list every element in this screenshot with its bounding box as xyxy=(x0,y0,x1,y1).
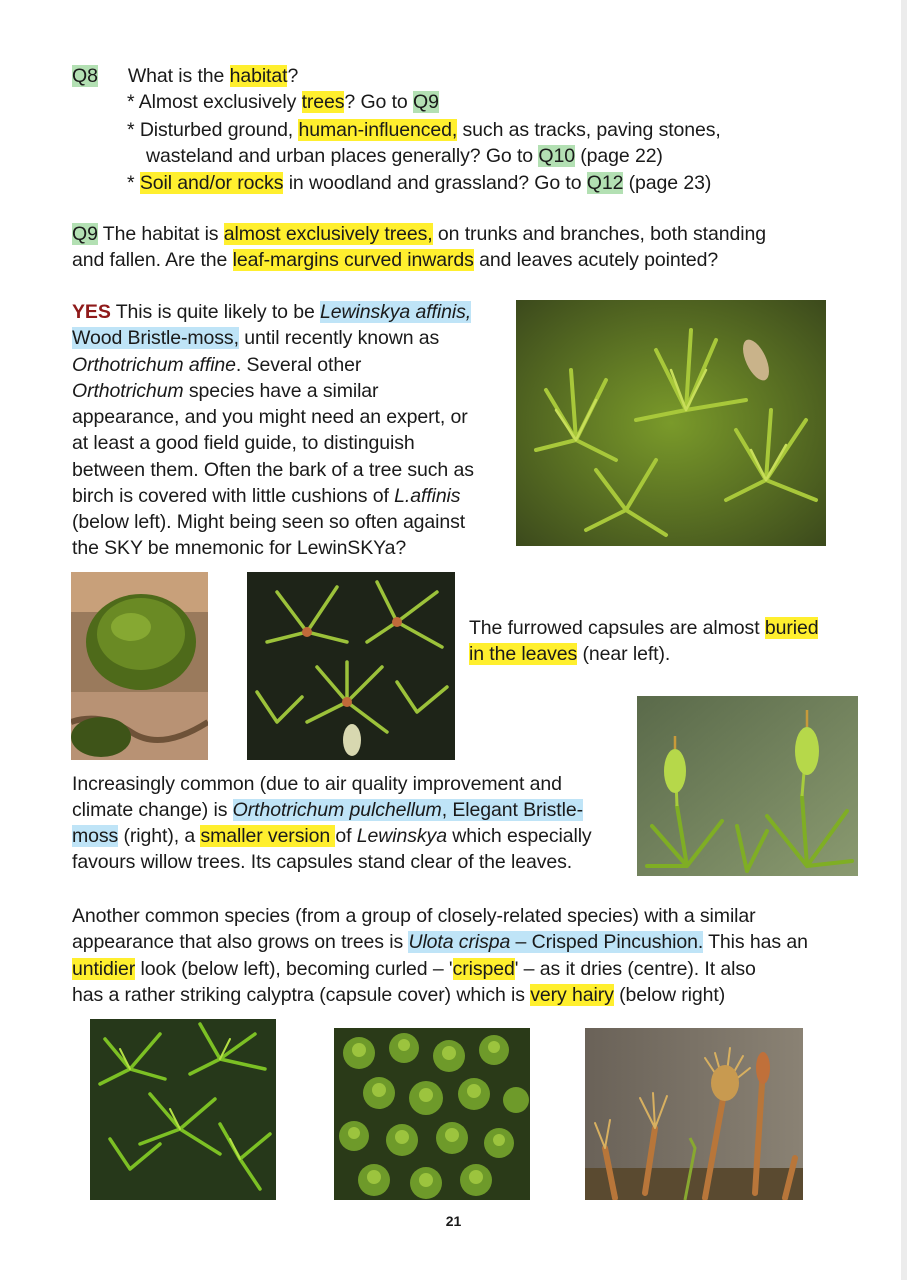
capsules-line2: in the leaves (near left). xyxy=(469,643,671,665)
q8-option-disturbed-line2: wasteland and urban places generally? Go to Q10 (page 22) xyxy=(146,145,663,167)
q8-option-disturbed: * Disturbed ground, human-influenced, such as tracks, paving stones, xyxy=(127,119,721,141)
q9-tag: Q9 xyxy=(72,223,98,245)
capsules-line1: The furrowed capsules are almost buried xyxy=(469,617,819,639)
ulota-moist-photo xyxy=(90,1019,276,1200)
pulchellum-line2: climate change) is Orthotrichum pulchellum, Elegant Bristle- xyxy=(72,799,583,821)
pulchellum-line1: Increasingly common (due to air quality improvement and xyxy=(72,773,562,795)
ulota-line2: appearance that also grows on trees is Ulota crispa – Crisped Pincushion. This has an xyxy=(72,931,808,953)
pulchellum-photo xyxy=(637,696,858,876)
ulota-line3: untidier look (below left), becoming curled – 'crisped' – as it dries (centre). It also xyxy=(72,958,756,980)
goto-q12: Q12 xyxy=(586,172,624,194)
yes-line4: Orthotrichum species have a similar xyxy=(72,380,379,402)
ulota-dry-photo xyxy=(334,1028,530,1200)
ulota-line1: Another common species (from a group of closely-related species) with a similar xyxy=(72,905,756,927)
goto-q10: Q10 xyxy=(538,145,575,167)
pulchellum-line3: moss (right), a smaller version of Lewinskya which especially xyxy=(72,825,592,847)
yes-line3: Orthotrichum affine. Several other xyxy=(72,354,362,376)
yes-line5: appearance, and you might need an expert, or xyxy=(72,406,468,428)
buried-capsules-photo xyxy=(247,572,455,760)
yes-line6: at least a good field guide, to distinguish xyxy=(72,432,415,454)
q8-tag: Q8 xyxy=(72,65,98,87)
cushion-on-bark-photo xyxy=(71,572,208,760)
yes-label: YES xyxy=(72,301,111,323)
pulchellum-line4: favours willow trees. Its capsules stand clear of the leaves. xyxy=(72,851,573,873)
q8-option-soil: * Soil and/or rocks in woodland and grassland? Go to Q12 (page 23) xyxy=(127,172,712,194)
hairy-calyptra-photo xyxy=(585,1028,803,1200)
q9-line1: Q9 The habitat is almost exclusively trees, on trunks and branches, both standing xyxy=(72,223,766,245)
yes-line7: between them. Often the bark of a tree such as xyxy=(72,459,474,481)
q8-option-trees: * Almost exclusively trees? Go to Q9 xyxy=(127,91,439,113)
yes-line8: birch is covered with little cushions of L.affinis xyxy=(72,485,461,507)
q8-question: Q8 What is the habitat? xyxy=(72,65,299,87)
lewinskya-photo xyxy=(516,300,826,546)
ulota-line4: has a rather striking calyptra (capsule cover) which is very hairy (below right) xyxy=(72,984,726,1006)
page-number: 21 xyxy=(445,1213,462,1229)
yes-line1: YES This is quite likely to be Lewinskya affinis, xyxy=(72,301,472,323)
yes-line2: Wood Bristle-moss, until recently known as xyxy=(72,327,440,349)
goto-q9: Q9 xyxy=(413,91,439,113)
q9-line2: and fallen. Are the leaf-margins curved inwards and leaves acutely pointed? xyxy=(72,249,719,271)
yes-line10: the SKY be mnemonic for LewinSKYa? xyxy=(72,537,407,559)
yes-line9: (below left). Might being seen so often against xyxy=(72,511,466,533)
page-edge xyxy=(901,0,907,1280)
